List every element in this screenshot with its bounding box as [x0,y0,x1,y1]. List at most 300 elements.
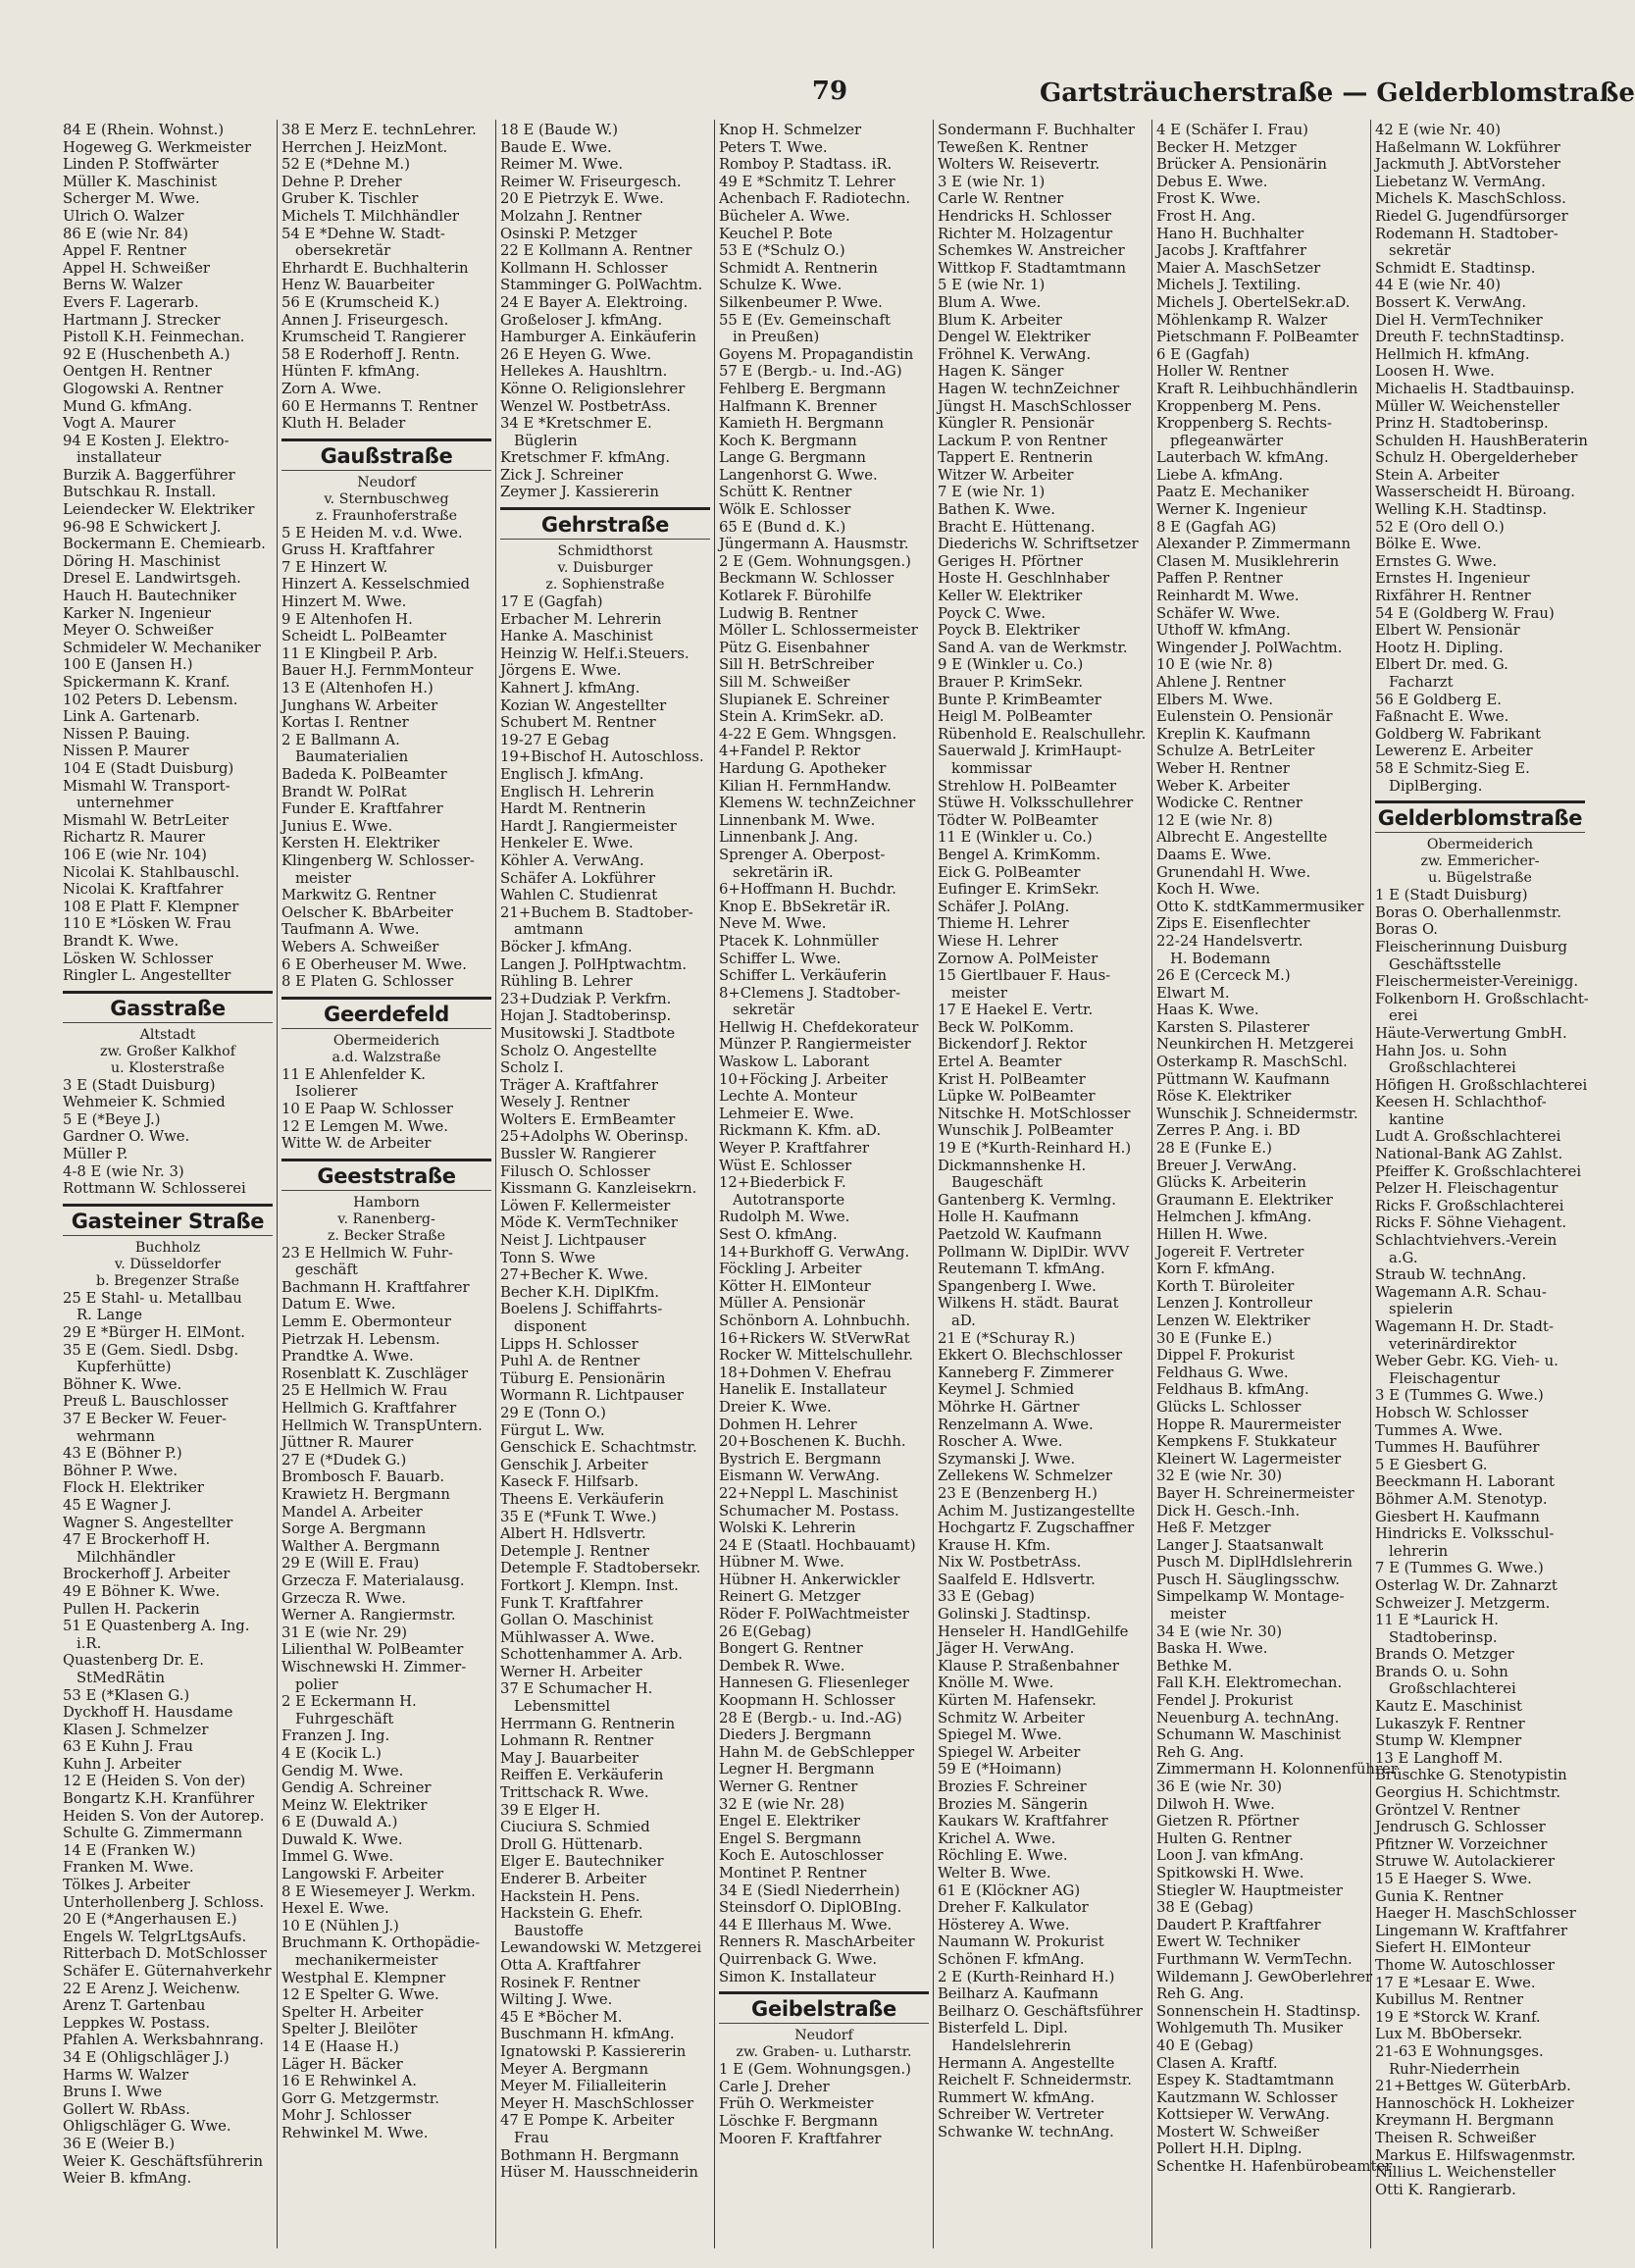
street-location: zw. Emmericher- [1420,853,1540,870]
directory-entry: Neuenburg A. technAng. [1156,1709,1340,1727]
directory-entry: Püttmann W. Kaufmann [1156,1070,1330,1088]
directory-entry: Spiegel W. Arbeiter [938,1743,1081,1761]
directory-entry: Gardner O. Wwe. [63,1128,190,1146]
directory-entry: Bücheler A. Wwe. [719,207,850,225]
directory-entry: Ohligschläger G. Wwe. [63,2118,231,2136]
directory-entry: Teweßen K. Rentner [938,138,1088,156]
directory-entry: Elger E. Bautechniker [500,1853,664,1871]
directory-entry: 21+Bettges W. GüterbArb. [1375,2078,1571,2095]
directory-entry: Wormann R. Lichtpauser [500,1387,684,1405]
directory-entry: Annen J. Friseurgesch. [281,311,449,329]
directory-entry: 34 E *Kretschmer E. [500,415,652,433]
directory-entry: Wildemann J. GewOberlehrer [1156,1968,1373,1985]
street-heading: Geibelstraße [719,1991,929,2024]
directory-entry: Bockermann E. Chemiearb. [63,536,266,553]
directory-entry: 35 E (Gem. Siedl. Dsbg. [63,1341,239,1359]
directory-entry: Tüburg E. Pensionärin [500,1369,666,1387]
directory-entry: Nillius L. Weichensteller [1375,2164,1557,2182]
directory-entry: 26 E(Gebag) [719,1623,812,1640]
directory-entry: 49 E Böhner K. Wwe. [63,1582,221,1600]
directory-entry: 34 E (Siedl Niederrhein) [719,1881,900,1899]
directory-entry: Fortkort J. Klempn. Inst. [500,1576,679,1594]
directory-entry: 11 E Ahlenfelder K. [281,1065,427,1083]
directory-entry: Simpelkamp W. Montage- [1156,1588,1345,1606]
directory-entry: Lenzen J. Kontrolleur [1156,1295,1312,1313]
directory-entry: Wüst E. Schlosser [719,1157,852,1174]
directory-entry: Lackum P. von Rentner [938,432,1107,449]
directory-entry: 9 E Altenhofen H. [281,610,413,628]
directory-entry: Wischnewski H. Zimmer- [281,1658,467,1675]
directory-entry: Bethke M. [1156,1657,1233,1675]
directory-entry: Küngler R. Pensionär [938,415,1095,433]
directory-entry: Langenhorst G. Wwe. [719,466,878,484]
directory-entry: Gendig M. Wwe. [281,1762,404,1779]
directory-entry: Spickermann K. Kranf. [63,674,230,691]
directory-entry: Evers F. Lagerarb. [63,293,199,311]
directory-entry: Dreier K. Wwe. [719,1398,832,1416]
directory-entry: Burzik A. Baggerführer [63,466,235,484]
directory-entry: Jüngst H. MaschSchlosser [938,397,1132,415]
directory-entry: Albrecht E. Angestellte [1156,829,1328,847]
directory-entry: Jäger H. VerwAng. [938,1640,1075,1658]
directory-entry: Möde K. VermTechniker [500,1214,678,1232]
directory-entry: 19+Bischof H. Autoschloss. [500,748,704,766]
directory-entry: Kamieth H. Bergmann [719,415,884,433]
directory-entry: Kroppenberg M. Pens. [1156,397,1322,415]
directory-entry: Schütt K. Rentner [719,484,852,501]
directory-entry: Theisen R. Schweißer [1375,2129,1536,2146]
directory-entry: Struwe W. Autolackierer [1375,1853,1556,1871]
directory-entry: pflegeanwärter [1170,432,1284,449]
directory-entry: Reichelt F. Schneidermstr. [938,2072,1132,2089]
street-location: zw. Großer Kalkhof [100,1043,235,1059]
directory-entry: Holler W. Rentner [1156,363,1289,381]
directory-entry: 92 E (Huschenbeth A.) [63,345,230,363]
directory-entry: Nitschke H. MotSchlosser [938,1105,1131,1122]
directory-entry: Erbacher M. Lehrerin [500,610,662,628]
directory-entry: Hünten F. kfmAng. [281,363,421,381]
directory-entry: Naumann W. Prokurist [938,1933,1104,1951]
directory-entry: Hahn M. de GebSchlepper [719,1743,915,1761]
page-number: 79 [811,77,848,106]
directory-entry: Prandtke A. Wwe. [281,1348,414,1366]
directory-entry: Daams E. Wwe. [1156,846,1272,863]
directory-entry: Ehrhardt E. Buchhalterin [281,259,469,277]
street-heading: Gasteiner Straße [63,1204,273,1236]
directory-entry: Funder E. Kraftfahrer [281,800,443,818]
directory-entry: Baustoffe [514,1922,584,1939]
directory-entry: 10 E (Nühlen J.) [281,1917,399,1934]
directory-entry: Dickmannshenke H. [938,1157,1087,1174]
directory-entry: Brandt K. Wwe. [63,932,179,950]
directory-entry: Hobsch W. Schlosser [1375,1404,1529,1421]
directory-entry: Müller K. Maschinist [63,173,218,190]
directory-entry: Brockerhoff J. Arbeiter [63,1566,230,1583]
directory-entry: Hahn Jos. u. Sohn [1375,1042,1507,1059]
directory-entry: Kleinert W. Lagermeister [1156,1450,1342,1468]
directory-entry: 22 E Kollmann A. Rentner [500,242,692,260]
directory-entry: Ewert W. Techniker [1156,1933,1301,1951]
directory-entry: Musitowski J. Stadtbote [500,1024,676,1042]
directory-entry: Ludwig B. Rentner [719,604,858,622]
directory-entry: Wolters W. Reisevertr. [938,156,1100,174]
directory-entry: 25 E Hellmich W. Frau [281,1382,448,1400]
directory-entry: 43 E (Böhner P.) [63,1445,182,1463]
directory-entry: Sondermann F. Buchhalter [938,122,1135,138]
directory-entry: 58 E Schmitz-Sieg E. [1375,759,1530,777]
directory-entry: Kissmann G. Kanzleisekrn. [500,1180,697,1198]
directory-entry: Pfitzner W. Vorzeichner [1375,1835,1548,1853]
directory-entry: Sauerwald J. KrimHaupt- [938,743,1122,760]
directory-entry: Heiden S. Von der Autorep. [63,1807,265,1825]
directory-entry: Dembek R. Wwe. [719,1657,845,1675]
directory-entry: Brozies F. Schreiner [938,1778,1087,1795]
directory-entry: 26 E (Cerceck M.) [1156,967,1291,985]
directory-entry: Puhl A. de Rentner [500,1353,640,1370]
directory-entry: sekretär [733,1002,794,1019]
directory-entry: Lingemann W. Kraftfahrer [1375,1922,1568,1939]
directory-entry: Schemkes W. Anstreicher [938,242,1125,260]
directory-entry: Hartmann J. Strecker [63,311,221,329]
directory-entry: Bossert K. VerwAng. [1375,293,1527,311]
directory-entry: Eufinger E. KrimSekr. [938,881,1099,899]
directory-entry: Bayer H. Schreinermeister [1156,1484,1354,1502]
directory-entry: Herrmann G. Rentnerin [500,1715,676,1732]
directory-entry: Möhrke H. Gärtner [938,1398,1080,1416]
directory-entry: Carle J. Dreher [719,2078,830,2095]
directory-entry: 17 E *Lesaar E. Wwe. [1375,1974,1536,1991]
directory-entry: Funk T. Kraftfahrer [500,1594,643,1612]
directory-entry: Daudert P. Kraftfahrer [1156,1916,1321,1933]
directory-entry: Blum A. Wwe. [938,293,1042,311]
street-location: a.d. Walzstraße [332,1049,441,1065]
directory-entry: Kozian W. Angestellter [500,696,667,714]
directory-entry: Lohmann R. Rentner [500,1732,654,1750]
directory-entry: Junghans W. Arbeiter [281,696,438,714]
directory-entry: 7 E Hinzert W. [281,558,388,576]
directory-entry: Hannesen G. Fliesenleger [719,1675,909,1692]
directory-entry: Otti K. Rangierarb. [1375,2181,1516,2198]
directory-entry: Weber Gebr. KG. Vieh- u. [1375,1353,1558,1370]
directory-entry: Oentgen H. Rentner [63,363,212,381]
directory-entry: Keuchel P. Bote [719,225,833,242]
directory-entry: Föckling J. Arbeiter [719,1261,862,1278]
directory-entry: Dreuth F. technStadtinsp. [1375,329,1565,346]
directory-entry: Detemple F. Stadtobersekr. [500,1560,701,1577]
directory-entry: Brücker A. Pensionärin [1156,156,1327,174]
directory-entry: Feldhaus B. kfmAng. [1156,1381,1309,1399]
directory-entry: amtmann [514,921,584,939]
directory-entry: Golinski J. Stadtinsp. [938,1606,1092,1624]
directory-entry: 33 E (Gebag) [938,1588,1035,1606]
directory-entry: Geschäftsstelle [1389,955,1502,973]
directory-entry: 4-22 E Gem. Whngsgen. [719,725,897,743]
directory-entry: Wodicke C. Rentner [1156,795,1303,812]
directory-entry: Siefert H. ElMonteur [1375,1939,1531,1957]
directory-entry: mechanikermeister [295,1952,438,1970]
street-location: Altstadt [139,1026,196,1043]
directory-entry: Enderer B. Arbeiter [500,1871,646,1887]
directory-entry: 5 E (*Beye J.) [63,1110,161,1128]
directory-entry: Gantenberg K. Vermlng. [938,1191,1116,1209]
directory-entry: Jüngermann A. Hausmstr. [719,536,909,553]
directory-entry: Liebe A. kfmAng. [1156,466,1284,484]
directory-entry: Eismann W. VerwAng. [719,1468,880,1485]
directory-entry: Link A. Gartenarb. [63,708,200,726]
directory-entry: 47 E Brockerhoff H. [63,1531,211,1549]
directory-entry: Pütz G. Eisenbahner [719,639,870,656]
directory-entry: Karker N. Ingenieur [63,604,212,622]
directory-entry: Spangenberg I. Wwe. [938,1277,1097,1295]
directory-entry: Vogt A. Maurer [63,415,176,433]
directory-entry: Witte W. de Arbeiter [281,1135,432,1153]
directory-entry: Strehlow H. PolBeamter [938,777,1117,795]
directory-entry: 37 E Schumacher H. [500,1680,653,1698]
directory-entry: Hellmich W. TranspUntern. [281,1417,483,1434]
directory-entry: Saalfeld E. Hdlsvertr. [938,1571,1096,1588]
directory-entry: Rocker W. Mittelschullehr. [719,1347,913,1365]
directory-entry: 60 E Hermanns T. Rentner [281,397,478,415]
directory-entry: 28 E (Bergb.- u. Ind.-AG) [719,1709,902,1727]
directory-entry: Korth T. Büroleiter [1156,1277,1295,1295]
directory-entry: Molzahn J. Rentner [500,207,642,225]
directory-entry: Sprenger A. Oberpost- [719,846,886,863]
directory-entry: 7 E (Tummes G. Wwe.) [1375,1560,1544,1577]
directory-entry: Simon K. Installateur [719,1968,876,1985]
directory-entry: Fleischerinnung Duisburg [1375,938,1568,955]
directory-entry: Beeckmann H. Laborant [1375,1473,1555,1491]
directory-entry: Weier B. kfmAng. [63,2170,192,2188]
directory-entry: Keymel J. Schmied [938,1381,1075,1399]
directory-entry: Hamburger A. Einkäuferin [500,329,696,346]
directory-entry: 15 Giertlbauer F. Haus- [938,967,1111,985]
directory-entry: geschäft [295,1262,358,1279]
directory-entry: Reinhardt M. Wwe. [1156,588,1300,605]
directory-entry: 12+Biederbick F. [719,1174,846,1192]
directory-entry: Stiegler W. Hauptmeister [1156,1881,1343,1899]
street-location: u. Klosterstraße [110,1059,226,1076]
directory-entry: Sonnenschein H. Stadtinsp. [1156,2002,1361,2020]
directory-entry: Böhner P. Wwe. [63,1462,179,1479]
directory-entry: Datum E. Wwe. [281,1296,396,1314]
directory-entry: Zips E. Eisenflechter [1156,915,1310,933]
directory-entry: Witzer W. Arbeiter [938,466,1074,484]
directory-entry: 1 E (Stadt Duisburg) [1375,887,1528,904]
directory-entry: Ekkert O. Blechschlosser [938,1347,1123,1365]
directory-entry: 84 E (Rhein. Wohnst.) [63,122,225,138]
directory-entry: 39 E Elger H. [500,1801,601,1819]
directory-entry: Wingender J. PolWachtm. [1156,639,1343,656]
directory-entry: Schwanke W. technAng. [938,2123,1114,2140]
directory-entry: Schulden H. HaushBeraterin [1375,432,1588,449]
directory-entry: 55 E (Ev. Gemeinschaft [719,311,891,329]
directory-entry: Bauer H.J. FernmMonteur [281,662,474,680]
directory-entry: 56 E Goldberg E. [1375,691,1502,708]
directory-entry: Paatz E. Mechaniker [1156,484,1309,501]
directory-entry: Ricks F. Großschlachterei [1375,1197,1564,1214]
directory-entry: Stadtoberinsp. [1389,1628,1498,1646]
directory-entry: Böhmer A.M. Stenotyp. [1375,1490,1548,1508]
directory-entry: Baude E. Wwe. [500,138,612,156]
street-heading: Geerdefeld [281,997,491,1029]
directory-entry: 14 E (Haase H.) [281,2038,399,2055]
directory-entry: Autotransporte [733,1191,845,1209]
directory-entry: Blum K. Arbeiter [938,311,1062,329]
directory-entry: Kotlarek F. Bürohilfe [719,588,872,605]
directory-entry: Mooren F. Kraftfahrer [719,2130,882,2147]
directory-entry: Espey K. Stadtamtmann [1156,2072,1335,2089]
directory-entry: Hübner M. Wwe. [719,1554,844,1572]
directory-entry: Leiendecker W. Elektriker [63,501,255,519]
directory-entry: Haeger H. MaschSchlosser [1375,1905,1576,1923]
directory-entry: Markwitz G. Rentner [281,887,436,904]
directory-entry: 14+Burkhoff G. VerwAng. [719,1243,910,1261]
directory-entry: 44 E Illerhaus M. Wwe. [719,1916,893,1933]
directory-entry: Hoste H. Geschlnhaber [938,570,1110,588]
directory-entry: 9 E (Winkler u. Co.) [938,656,1084,674]
directory-entry: Linnenbank M. Wwe. [719,811,876,829]
directory-entry: Breuer J. VerwAng. [1156,1157,1298,1174]
directory-entry: Fuhrgeschäft [295,1710,394,1727]
directory-entry: 26 E Heyen G. Wwe. [500,345,652,363]
directory-entry: Weyer P. Kraftfahrer [719,1140,870,1158]
directory-entry: Hanelik E. Installateur [719,1381,887,1399]
directory-entry: Goyens M. Propagandistin [719,345,914,363]
directory-entry: Pollmann W. DiplDir. WVV [938,1243,1130,1261]
directory-entry: 36 E (Weier B.) [63,2135,176,2152]
directory-entry: Dengel W. Elektriker [938,329,1091,346]
directory-entry: Zimmermann H. Kolonnenführer [1156,1761,1398,1778]
directory-entry: 100 E (Jansen H.) [63,656,193,674]
directory-entry: Spitkowski H. Wwe. [1156,1864,1304,1881]
directory-entry: Schulze A. BetrLeiter [1156,743,1315,760]
directory-entry: Lösken W. Schlosser [63,950,213,967]
directory-entry: Brombosch F. Bauarb. [281,1469,445,1486]
directory-entry: 12 E (wie Nr. 8) [1156,811,1273,829]
directory-entry: Hellmich H. kfmAng. [1375,345,1530,363]
directory-entry: Englisch H. Lehrerin [500,783,654,800]
street-location: Neudorf [357,474,416,490]
directory-entry: Boelens J. Schiffahrts- [500,1301,663,1318]
directory-entry: Koch H. Wwe. [1156,881,1260,899]
street-location: u. Bügelstraße [1428,870,1532,887]
directory-entry: Kroppenberg S. Rechts- [1156,415,1333,433]
directory-entry: Kautzmann W. Schlosser [1156,2088,1338,2106]
directory-entry: 2 E (Kurth-Reinhard H.) [938,1968,1115,1985]
directory-entry: Gröntzel V. Rentner [1375,1801,1520,1819]
directory-entry: Helmchen J. kfmAng. [1156,1209,1312,1226]
directory-entry: Lange G. Bergmann [719,449,866,467]
directory-entry: 29 E *Bürger H. ElMont. [63,1324,246,1342]
directory-entry: Gollan O. Maschinist [500,1612,653,1629]
directory-entry: Scheidt L. PolBeamter [281,628,447,645]
directory-entry: Bickendorf J. Rektor [938,1036,1087,1054]
directory-entry: 63 E Kuhn J. Frau [63,1738,193,1756]
directory-entry: Eick G. PolBeamter [938,863,1081,881]
directory-entry: Osterlag W. Dr. Zahnarzt [1375,1576,1558,1594]
directory-entry: 22+Neppl L. Maschinist [719,1484,898,1502]
directory-entry: 28 E (Funke E.) [1156,1140,1272,1158]
street-location: z. Fraunhoferstraße [315,507,458,524]
directory-entry: Ernstes G. Wwe. [1375,552,1498,570]
directory-entry: disponent [514,1318,587,1335]
directory-entry: Buschmann H. kfmAng. [500,2026,675,2043]
directory-entry: Hinzert M. Wwe. [281,593,407,611]
directory-column-7 [1371,120,1589,2248]
directory-entry: Rudolph M. Wwe. [719,1209,850,1226]
directory-entry: Unterhollenberg J. Schloss. [63,1893,265,1911]
street-location: v. Düsseldorfer [114,1256,222,1272]
directory-entry: Quirrenback G. Wwe. [719,1950,878,1968]
directory-entry: 34 E (Ohligschläger J.) [63,2048,230,2066]
directory-entry: Eulenstein O. Pensionär [1156,708,1333,726]
directory-entry: Jacobs J. Kraftfahrer [1156,242,1307,260]
directory-entry: Korn F. kfmAng. [1156,1261,1276,1278]
directory-entry: 30 E (Funke E.) [1156,1329,1272,1347]
directory-entry: 24 E Bayer A. Elektroing. [500,293,689,311]
directory-entry: 44 E (wie Nr. 40) [1375,277,1502,294]
directory-entry: 16 E Rehwinkel A. [281,2073,417,2090]
directory-entry: 6 E (Duwald A.) [281,1814,398,1831]
street-heading: Gelderblomstraße [1375,800,1585,833]
directory-entry: Lewerenz E. Arbeiter [1375,743,1533,760]
directory-entry: Linden P. Stoffwärter [63,156,219,174]
directory-entry: 2 E Ballmann A. [281,731,400,748]
directory-entry: Beilharz O. Geschäftsführer [938,2002,1143,2020]
directory-entry: Junius E. Wwe. [281,817,393,835]
directory-entry: Pelzer H. Fleischagentur [1375,1180,1558,1198]
directory-entry: Richartz R. Maurer [63,829,205,847]
directory-entry: Milchhändler [77,1548,176,1566]
directory-entry: 86 E (wie Nr. 84) [63,225,189,242]
directory-entry: meister [1170,1606,1226,1624]
directory-entry: Henseler H. HandlGehilfe [938,1623,1129,1640]
directory-entry: Werner G. Rentner [719,1778,858,1795]
directory-entry: Kürten M. Hafensekr. [938,1692,1097,1710]
directory-entry: Tummes H. Bauführer [1375,1439,1540,1457]
directory-entry: Rodemann H. Stadtober- [1375,225,1558,242]
directory-entry: Krichel A. Wwe. [938,1830,1056,1847]
directory-entry: Baugeschäft [951,1174,1044,1192]
directory-entry: 6 E (Gagfah) [1156,345,1251,363]
directory-entry: Keesen H. Schlachthof- [1375,1094,1547,1111]
directory-entry: Thome W. Autoschlosser [1375,1956,1555,1974]
directory-entry: 27+Becher K. Wwe. [500,1266,649,1284]
directory-entry: Hackstein G. Ehefr. [500,1905,643,1923]
directory-entry: Diederichs W. Schriftsetzer [938,536,1139,553]
directory-entry: 54 E (Goldberg W. Frau) [1375,604,1555,622]
directory-entry: 108 E Platt F. Klempner [63,898,239,915]
directory-entry: Dilwoh H. Wwe. [1156,1795,1275,1813]
directory-entry: Böhner K. Wwe. [63,1375,182,1393]
directory-entry: Zerres P. Ang. i. BD [1156,1122,1301,1140]
directory-entry: Scholz I. [500,1059,564,1077]
directory-entry: Klasen J. Schmelzer [63,1721,209,1738]
directory-entry: 23 E Hellmich W. Fuhr- [281,1244,453,1262]
directory-entry: 5 E Giesbert G. [1375,1456,1488,1473]
directory-entry: Hillen H. Wwe. [1156,1226,1268,1243]
directory-entry: R. Lange [77,1307,142,1324]
directory-entry: Hüser M. Hausschneiderin [500,2164,698,2182]
directory-entry: Sest O. kfmAng. [719,1226,838,1243]
directory-entry: Zorn A. Wwe. [281,380,382,397]
directory-entry: Webers A. Schweißer [281,938,439,955]
directory-entry: Ulrich O. Walzer [63,207,184,225]
directory-entry: Münzer P. Rangiermeister [719,1036,911,1054]
directory-entry: Röchling E. Wwe. [938,1847,1068,1865]
directory-entry: Pietschmann F. PolBeamter [1156,329,1359,346]
directory-entry: Ringler L. Angestellter [63,967,231,985]
